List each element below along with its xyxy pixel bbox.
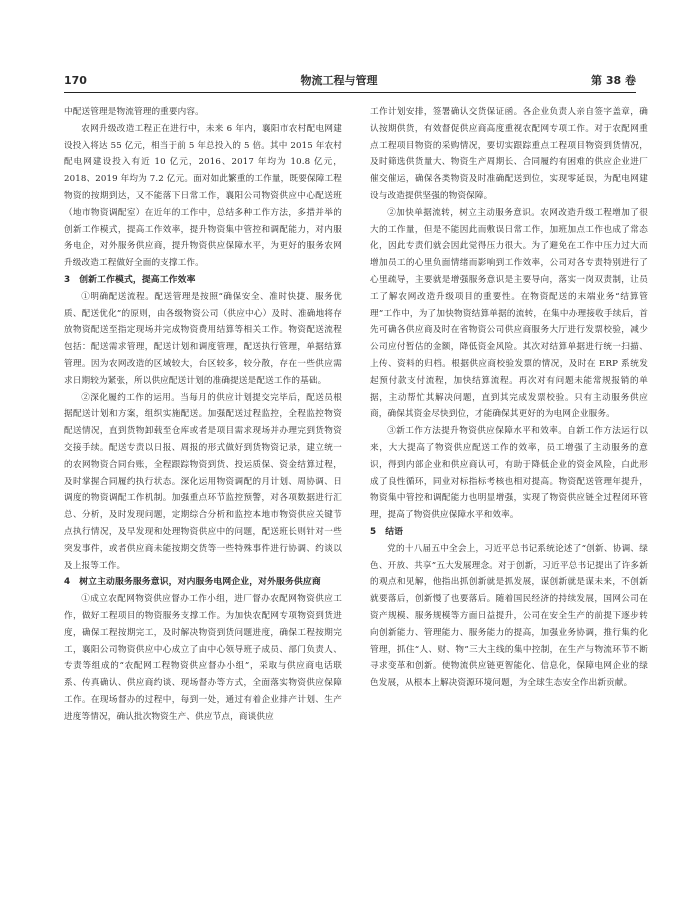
paragraph: 工作计划安排，签署确认交货保证函。各企业负责人亲自签字盖章，确认按期供货，有效督促供应商高度重视农配网专项工作。对于农配网重点工程项目物资的采购情况，要切实跟踪重点工程项目物资到货情况，及时筛选供货量大、物资生产周期长、合同履约有困难的供应企业进厂催交催运，确保各类物资及时准确配送到位，实现零延误，为配电网建设与改造提供坚强的物资保障。 (370, 107, 648, 201)
paragraph: 中配送管理是物流管理的重要内容。 (64, 107, 204, 117)
left-column (64, 104, 342, 725)
right-column (370, 104, 648, 692)
paragraph: 党的十八届五中全会上，习近平总书记系统论述了“创新、协调、绿色、开放、共享”五大发展理念。对于创新，习近平总书记提出了许多新的观点和见解，他指出抓创新就是抓发展，谋创新就是谋未来，不创新就要落后，创新慢了也要落后。随着国民经济的持续发展，国网公司在资产规模、服务规模等方面日益提升，公司在安全生产的前提下逐步转向创新能力、管理能力、服务能力的提高，加强业务协调，推行集约化管理，抓住“人、财、物”三大主线的集中控制，在生产与物流环节不断寻求变革和创新。使物流供应链更智能化、信息化，保障电网企业的绿色发展，从根本上解决资源环境问题，为全球生态安全作出新贡献。 (370, 543, 648, 689)
section-heading: 3 创新工作模式，提高工作效率 (64, 274, 196, 285)
page-number: 170 (64, 73, 87, 87)
volume-label: 第 38 卷 (591, 74, 636, 87)
paragraph: ②加快单据流转，树立主动服务意识。农网改造升级工程增加了很大的工作量，但是不能因此而敷误日常工作，加班加点工作也成了常态化，因此专责们就会因此觉得压力很大。为了避免在工作中压力过大而增加员工的心里负面情绪而影响到工作效率，公司对各专责特别进行了心里疏导，主要就是增强服务意识是主要导向，落实一岗双责制，让员工了解农网改造升级项目的重要性。在物资配送的末端业务“结算管理”工作中，为了加快物资结算单据的流转，在集中办理接收手续后，首先可确各供应商及时在省物资公司供应商服务大厅进行发票校验，减少公司应付暂估的金额，降低资金风险。其次对结算单据进行统一扫描、上传、资料的归档。根据供应商校验发票的情况，及时在 ERP 系统发起预付款支付流程，加快结算流程。再次对有问题未能常规报销的单据，主动帮忙其解决问题，直到其完成发票校验。只有主动服务供应商，确保其资金尽快到位，才能确保其更好的为电网企业服务。 (370, 207, 648, 420)
section-heading: 4 树立主动服务服务意识，对内服务电网企业，对外服务供应商 (64, 577, 321, 588)
paragraph: ①成立农配网物资供应督办工作小组，进厂督办农配网物资供应工作，做好工程项目的物资服务支撑工作。为加快农配网专项物资到货进度，确保工程按期完工，及时解决物资到货问题进度，确保工程按期完工，襄阳公司物资供应中心成立了由中心领导班子成员、部门负责人、专责等组成的“农配网工程物资供应督办小组”，采取与供应商电话联系、传真确认、供应商约谈、现场督办等方式，全面落实物资供应保障工作。在现场督办的过程中，每到一处，通过有着企业排产计划、生产进度等情况，确认批次物资生产、供应节点，商谈供应 (64, 594, 342, 722)
header-rule (64, 92, 636, 93)
paragraph: 农网升级改造工程正在进行中，未来 6 年内，襄阳市农村配电网建设投入将达 55 亿元，相当于前 5 年总投入的 5 倍。其中 2015 年农村配电网建设投入有近 10 亿元，2016、2017 年均为 10.8 亿元，2018、2019 年均为 7.2 亿元。面对如此繁重的工作量，既要保障工程物资的按期到达，又不能落下日常工作，襄阳公司物资供应中心配送班（地市物资调配室）在近年的工作中，总结多种工作方法，多措并举的创新工作模式，提高工作效率，提升物资集中管控和调配能力，对内服务电企，对外服务供应商，提升物资供应保障水平，为更好的服务农网升级改造工程做好全面的支撑工作。 (64, 123, 342, 269)
section-heading: 5 结语 (370, 526, 404, 537)
paragraph: ①明确配送流程。配送管理是按照“确保安全、准时快捷、服务优质、配送优化”的原则，由各级物资公司（供应中心）及时、准确地将存放物资配送至指定现场并完成物资费用结算等相关工作。物资配送流程包括：配送需求管理，配送计划和调度管理，配送执行管理，单据结算管理。因为农网改造的区域较大，台区较多，较分散，存在一些供应需求日期较为紧张，所以供应配送计划的准确提送是配送工作的基础。 (64, 291, 342, 386)
journal-title: 物流工程与管理 (300, 74, 378, 87)
page-header (64, 70, 636, 90)
paragraph: ②深化履约工作的运用。当每月的供应计划提交完毕后，配送员根据配送计划和方案，组织实施配送。加强配送过程监控，全程监控物资配送情况，直到货物卸载至仓库或者是项目需求现场并办理完到货物资交接手续。配送专责以日报、周报的形式做好到货物资记录，建立统一的农网物资合同台账，全程跟踪物资到货、投运质保、资金结算过程，及时掌握合同履约执行状态。深化运用物资调配的月计划、周协调、日调度的物资调配工作机制。加强重点环节监控预警，对各项数据进行汇总、分析，及时发现问题，定期综合分析和监控本地市物资供应关键节点执行情况，及早发现和处理物资供应中的问题，配送班长则针对一些突发事件，或者供应商未能按期交货等一些特殊事件进行协调、约谈以及上报等工作。 (64, 392, 342, 571)
paragraph: ③新工作方法提升物资供应保障水平和效率。自新工作方法运行以来，大大提高了物资供应配送工作的效率，员工增强了主动服务的意识，得到内部企业和供应商认可，有助于降低企业的资金风险，白此形成了良性循环，同业对标指标考核也相对提高。物资配送管理年提升，物资集中管控和调配能力也明显增强，实现了物资供应链全过程闭环管理，提高了物资供应保障水平和效率。 (370, 426, 648, 521)
